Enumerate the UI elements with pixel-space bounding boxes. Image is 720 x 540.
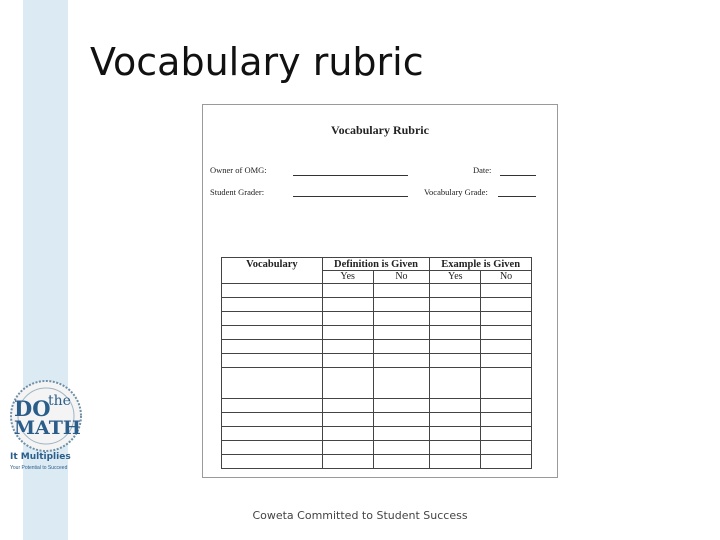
table-cell bbox=[481, 354, 532, 368]
table-cell bbox=[481, 340, 532, 354]
header-vocabulary: Vocabulary bbox=[222, 258, 323, 284]
table-cell bbox=[481, 284, 532, 298]
student-grader-label: Student Grader: bbox=[210, 187, 265, 197]
table-cell bbox=[322, 413, 373, 427]
logo-the-text: the bbox=[48, 393, 71, 409]
table-cell bbox=[222, 413, 323, 427]
table-cell bbox=[430, 455, 481, 469]
slide-footer: Coweta Committed to Student Success bbox=[252, 509, 468, 522]
owner-label: Owner of OMG: bbox=[210, 165, 267, 175]
table-cell bbox=[222, 455, 323, 469]
table-cell bbox=[373, 284, 430, 298]
table-cell bbox=[373, 427, 430, 441]
subheader-no: No bbox=[373, 271, 430, 284]
table-cell bbox=[373, 368, 430, 399]
logo-tagline: Your Potential to Succeed bbox=[10, 465, 68, 471]
table-cell bbox=[481, 413, 532, 427]
table-cell bbox=[373, 298, 430, 312]
table-cell bbox=[222, 298, 323, 312]
table-cell bbox=[481, 399, 532, 413]
table-cell bbox=[322, 427, 373, 441]
table-cell bbox=[222, 399, 323, 413]
table-cell bbox=[222, 284, 323, 298]
table-cell bbox=[373, 312, 430, 326]
table-cell bbox=[222, 441, 323, 455]
table-cell bbox=[322, 455, 373, 469]
table-cell bbox=[322, 340, 373, 354]
document-title: Vocabulary Rubric bbox=[331, 123, 429, 137]
table-row bbox=[222, 368, 532, 399]
table-cell bbox=[430, 284, 481, 298]
table-row bbox=[222, 340, 532, 354]
logo-math-text: MATH bbox=[14, 417, 81, 439]
slide-title: Vocabulary rubric bbox=[90, 40, 424, 84]
table-cell bbox=[222, 340, 323, 354]
table-cell bbox=[373, 340, 430, 354]
table-cell bbox=[222, 427, 323, 441]
table-row bbox=[222, 326, 532, 340]
table-cell bbox=[430, 368, 481, 399]
owner-line bbox=[293, 175, 408, 176]
table-cell bbox=[373, 441, 430, 455]
table-cell bbox=[481, 368, 532, 399]
table-cell bbox=[481, 298, 532, 312]
table-cell bbox=[322, 368, 373, 399]
vocabulary-grade-label: Vocabulary Grade: bbox=[424, 187, 488, 197]
table-cell bbox=[322, 312, 373, 326]
table-cell bbox=[222, 354, 323, 368]
table-cell bbox=[222, 326, 323, 340]
table-row bbox=[222, 455, 532, 469]
table-cell bbox=[481, 326, 532, 340]
subheader-yes: Yes bbox=[322, 271, 373, 284]
table-row bbox=[222, 441, 532, 455]
table-cell bbox=[373, 455, 430, 469]
table-cell bbox=[430, 427, 481, 441]
table-cell bbox=[222, 312, 323, 326]
table-row bbox=[222, 399, 532, 413]
table-cell bbox=[373, 413, 430, 427]
table-cell bbox=[322, 441, 373, 455]
subheader-yes: Yes bbox=[430, 271, 481, 284]
rubric-document bbox=[202, 104, 558, 478]
date-label: Date: bbox=[473, 165, 492, 175]
table-cell bbox=[430, 413, 481, 427]
header-definition: Definition is Given bbox=[322, 258, 430, 271]
date-line bbox=[500, 175, 536, 176]
rubric-table-body bbox=[222, 284, 532, 469]
table-row bbox=[222, 312, 532, 326]
table-row bbox=[222, 427, 532, 441]
table-cell bbox=[481, 441, 532, 455]
table-cell bbox=[430, 354, 481, 368]
table-row bbox=[222, 284, 532, 298]
table-cell bbox=[373, 399, 430, 413]
table-row bbox=[222, 413, 532, 427]
table-cell bbox=[430, 326, 481, 340]
table-cell bbox=[430, 441, 481, 455]
table-cell bbox=[322, 326, 373, 340]
table-row bbox=[222, 298, 532, 312]
subheader-no: No bbox=[481, 271, 532, 284]
table-cell bbox=[481, 455, 532, 469]
table-cell bbox=[322, 354, 373, 368]
table-cell bbox=[430, 340, 481, 354]
table-cell bbox=[373, 326, 430, 340]
table-row bbox=[222, 354, 532, 368]
table-cell bbox=[322, 399, 373, 413]
table-cell bbox=[373, 354, 430, 368]
table-cell bbox=[481, 427, 532, 441]
vocabulary-grade-line bbox=[498, 196, 536, 197]
logo-caption: It Multiplies bbox=[10, 452, 71, 462]
table-cell bbox=[430, 399, 481, 413]
logo-do-text: DO bbox=[14, 396, 51, 421]
table-cell bbox=[322, 284, 373, 298]
header-example: Example is Given bbox=[430, 258, 532, 271]
table-cell bbox=[430, 312, 481, 326]
table-cell bbox=[322, 298, 373, 312]
student-grader-line bbox=[293, 196, 408, 197]
rubric-table bbox=[221, 257, 532, 469]
table-cell bbox=[222, 368, 323, 399]
table-cell bbox=[481, 312, 532, 326]
table-cell bbox=[430, 298, 481, 312]
